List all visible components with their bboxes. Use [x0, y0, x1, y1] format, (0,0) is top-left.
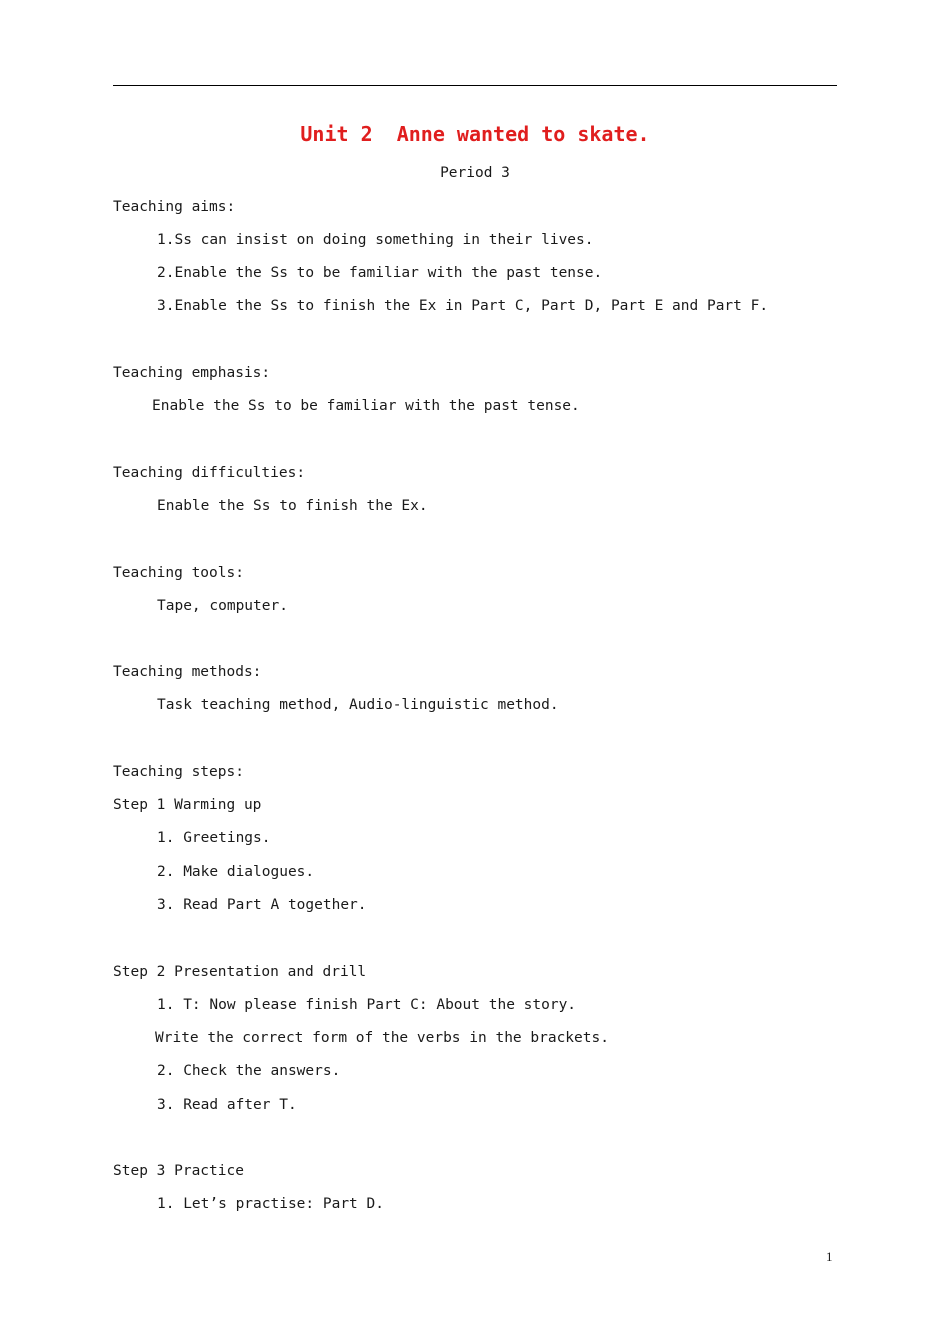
steps-heading: Teaching steps:	[113, 764, 244, 780]
step1-heading: Step 1 Warming up	[113, 797, 262, 813]
period-label: Period 3	[440, 165, 510, 181]
aim-item: 1.Ss can insist on doing something in their lives.	[157, 232, 594, 248]
emphasis-heading: Teaching emphasis:	[113, 365, 271, 381]
step2-item: 1. T: Now please finish Part C: About the story.	[157, 997, 577, 1013]
aim-item: 3.Enable the Ss to finish the Ex in Part C, Part D, Part E and Part F.	[157, 298, 769, 314]
step2-item: 2. Check the answers.	[157, 1063, 341, 1079]
step2-item-continued: Write the correct form of the verbs in the brackets.	[155, 1030, 609, 1046]
page-number: 1	[826, 1249, 833, 1264]
tools-text: Tape, computer.	[157, 598, 288, 614]
document-title: Unit 2 Anne wanted to skate.	[300, 122, 650, 146]
aim-item: 2.Enable the Ss to be familiar with the past tense.	[157, 265, 603, 281]
difficulties-heading: Teaching difficulties:	[113, 465, 306, 481]
step1-item: 3. Read Part A together.	[157, 897, 367, 913]
aims-heading: Teaching aims:	[113, 199, 236, 215]
difficulties-text: Enable the Ss to finish the Ex.	[157, 498, 428, 514]
emphasis-text: Enable the Ss to be familiar with the past tense.	[152, 398, 580, 414]
step3-heading: Step 3 Practice	[113, 1163, 244, 1179]
methods-heading: Teaching methods:	[113, 664, 262, 680]
step1-item: 1. Greetings.	[157, 830, 271, 846]
methods-text: Task teaching method, Audio-linguistic method.	[157, 697, 559, 713]
header-rule	[113, 85, 837, 86]
step2-item: 3. Read after T.	[157, 1097, 297, 1113]
tools-heading: Teaching tools:	[113, 565, 244, 581]
step2-heading: Step 2 Presentation and drill	[113, 964, 367, 980]
step1-item: 2. Make dialogues.	[157, 864, 315, 880]
step3-item: 1. Let’s practise: Part D.	[157, 1196, 384, 1212]
